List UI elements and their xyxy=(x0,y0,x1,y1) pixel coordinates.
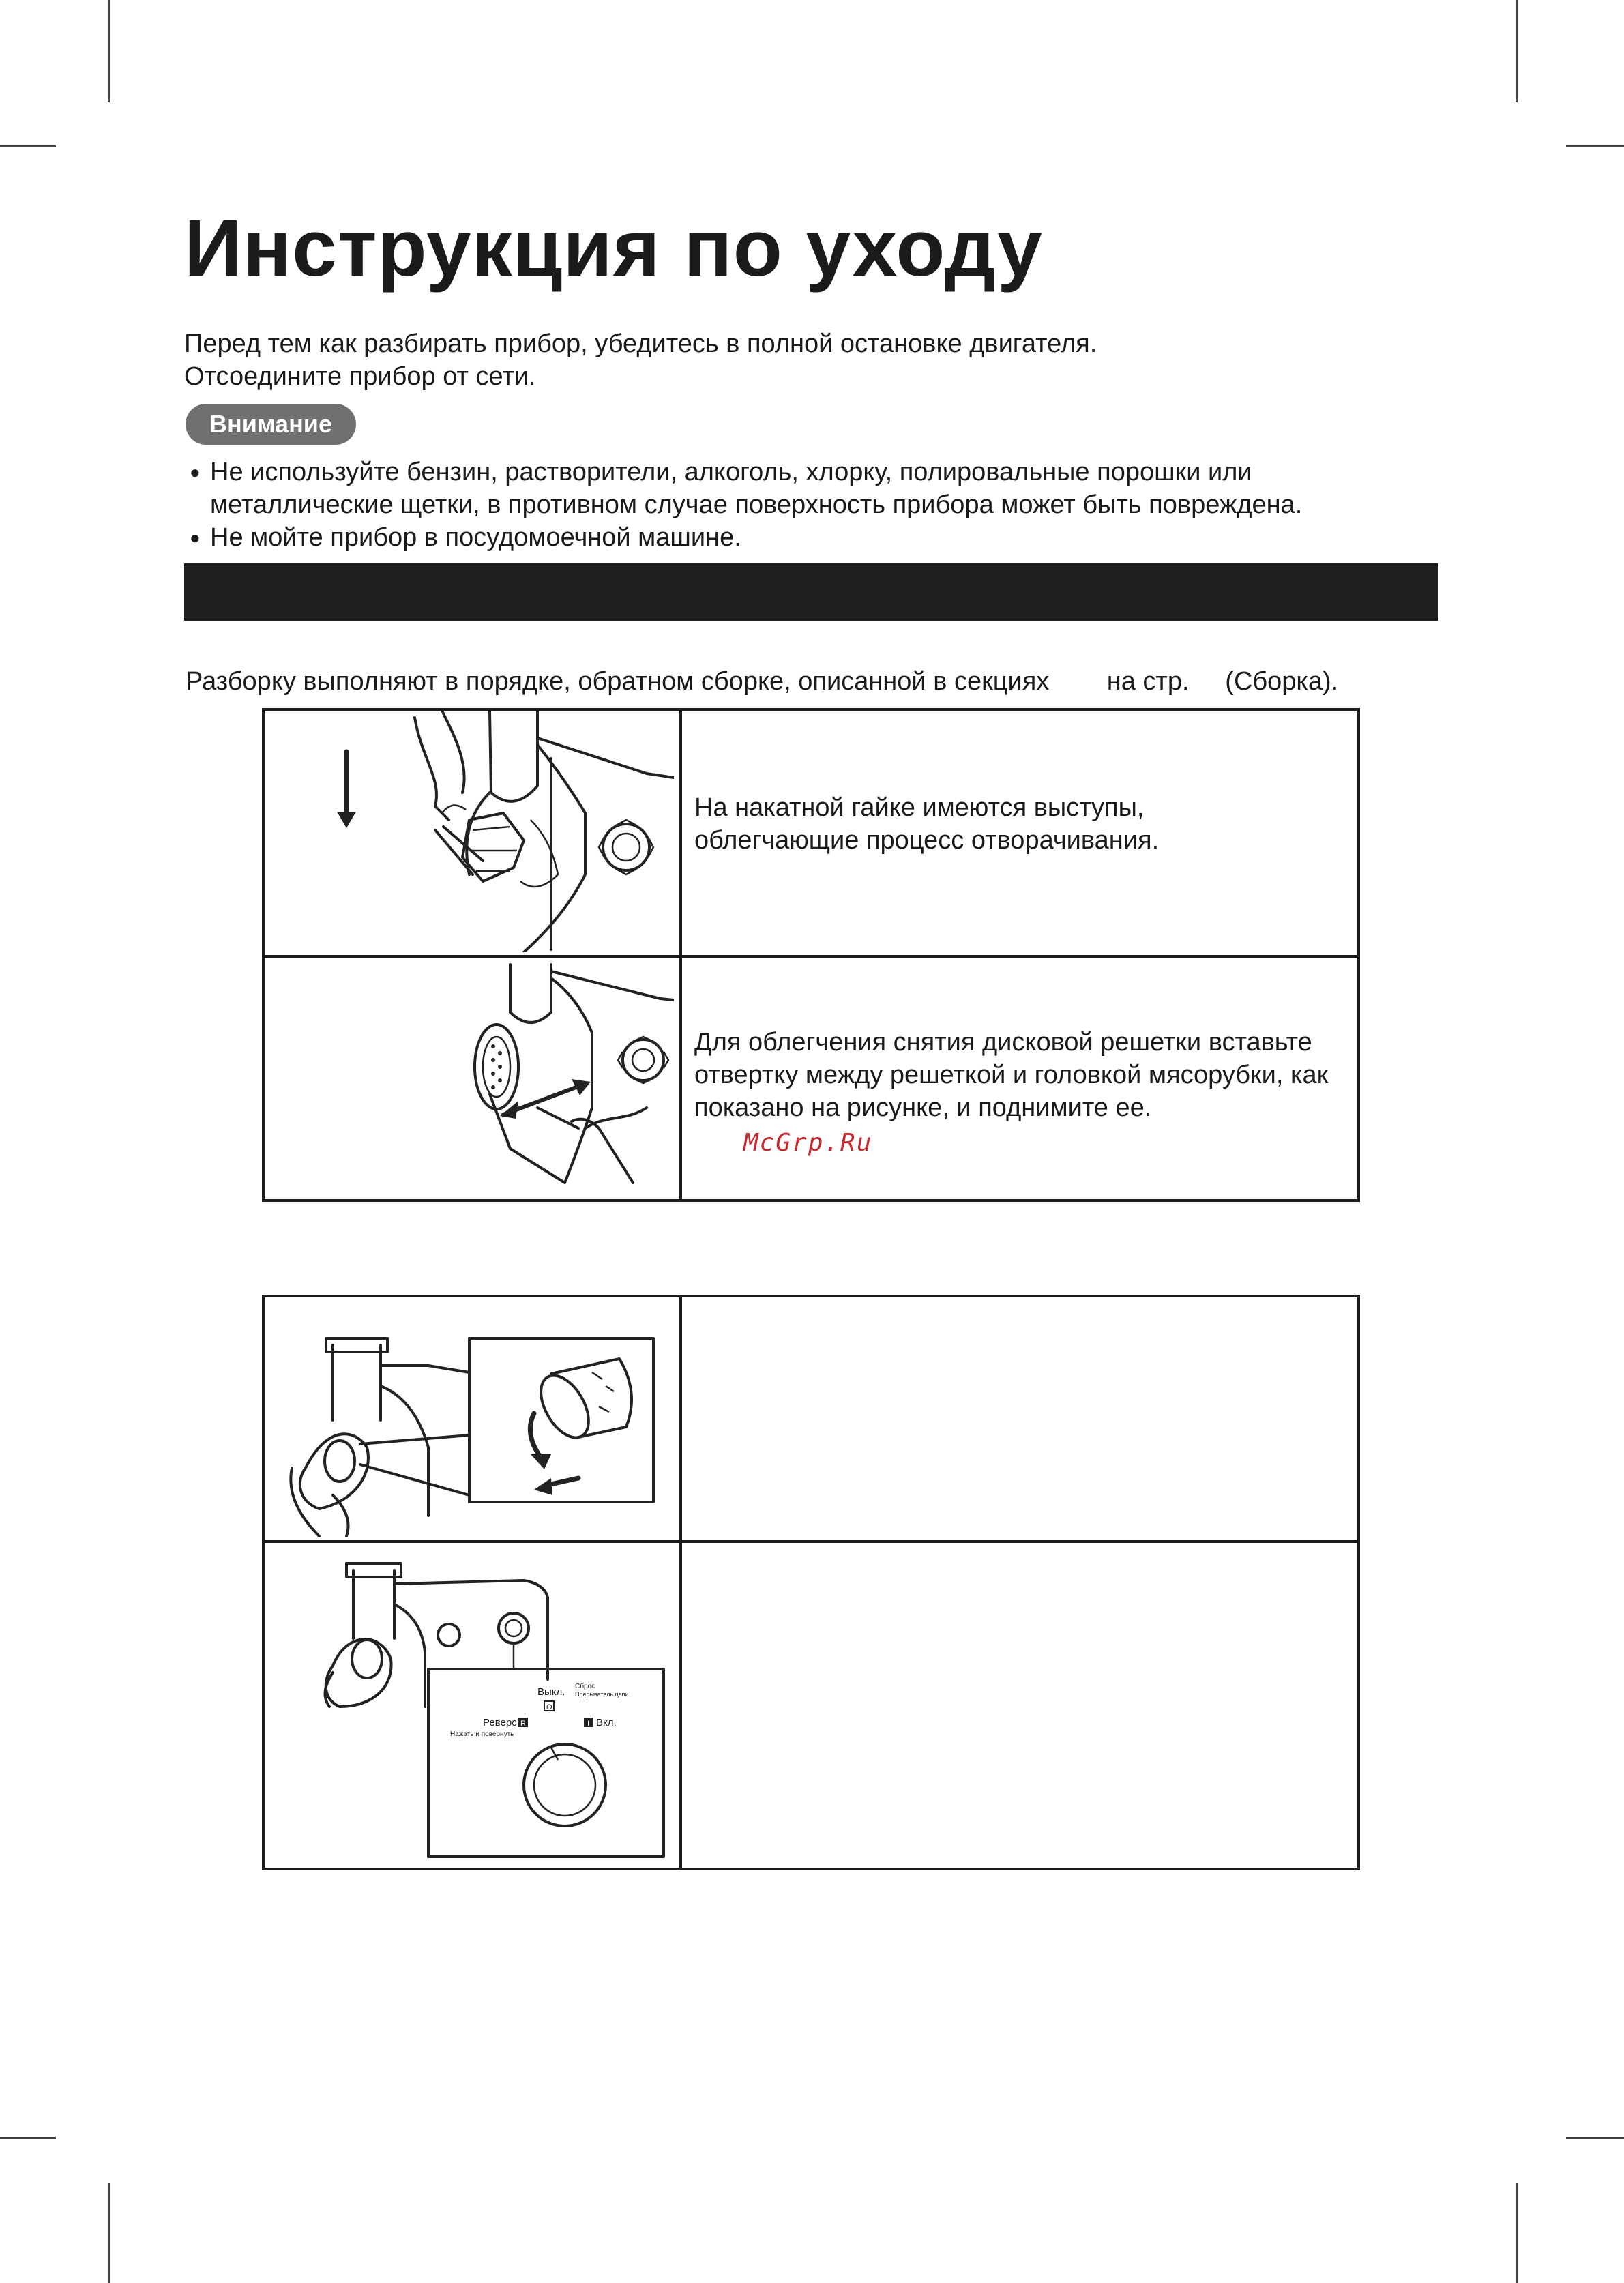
intro-line: Перед тем как разбирать прибор, убедитесь в полной остановке двигателя. xyxy=(184,329,1097,358)
switch-breaker-label: Прерыватель цепи xyxy=(575,1691,629,1698)
crop-mark xyxy=(1566,2137,1624,2139)
intro-text xyxy=(184,327,1097,393)
step-row xyxy=(263,1542,1359,1869)
grinder-plate-screwdriver-illustration xyxy=(265,958,674,1196)
crop-mark xyxy=(108,2183,110,2283)
slicer-steps-table xyxy=(262,1295,1360,1870)
step-line: На накатной гайке имеются выступы, xyxy=(694,793,1145,822)
warning-line: металлические щетки, в противном случае поверхность прибора может быть повреждена. xyxy=(210,490,1303,519)
section-header-bar xyxy=(184,563,1438,621)
switch-reverse-badge: R xyxy=(520,1720,526,1728)
crop-mark xyxy=(0,2137,56,2139)
step-row xyxy=(263,709,1359,956)
intro-line: Отсоедините прибор от сети. xyxy=(184,362,536,391)
step-line: Для облегчения снятия дисковой решетки вставьте xyxy=(694,1028,1312,1057)
slicer-cone-removal-illustration xyxy=(265,1297,674,1537)
control-switch-illustration xyxy=(265,1543,674,1865)
warning-item xyxy=(190,456,1302,521)
step-row xyxy=(263,1296,1359,1542)
warning-line: ● Не используйте бензин, растворители, алкоголь, хлорку, полировальные порошки или xyxy=(210,458,1252,486)
page-title: Инструкция по уходу xyxy=(184,203,1043,293)
switch-reset-label: Сброс xyxy=(575,1683,595,1690)
switch-reverse-hint: Нажать и повернуть xyxy=(450,1730,514,1738)
crop-mark xyxy=(1516,0,1518,102)
switch-on-badge: I xyxy=(587,1720,590,1728)
switch-off-label: Выкл. xyxy=(537,1686,565,1698)
step-image-cell xyxy=(263,1542,681,1869)
switch-on-label: Вкл. xyxy=(596,1717,617,1728)
meat-grinder-nut-illustration xyxy=(265,711,674,952)
warning-badge: Внимание xyxy=(186,404,356,445)
step-line: облегчающие процесс отворачивания. xyxy=(694,826,1160,855)
step-row xyxy=(263,956,1359,1201)
step-text-cell xyxy=(681,956,1359,1201)
step-text-cell xyxy=(681,1542,1359,1869)
warning-item: ● Не мойте прибор в посудомоечной машине. xyxy=(190,521,1302,554)
crop-mark xyxy=(108,0,110,102)
step-text-cell xyxy=(681,1296,1359,1542)
warning-list xyxy=(190,456,1302,554)
switch-off-badge: O xyxy=(546,1703,552,1711)
step-line: отвертку между решеткой и головкой мясорубки, как xyxy=(694,1061,1329,1089)
disassembly-steps-table xyxy=(262,708,1360,1202)
step-text-cell xyxy=(681,709,1359,956)
step-image-cell xyxy=(263,709,681,956)
step-line: показано на рисунке, и поднимите ее. xyxy=(694,1093,1152,1122)
crop-mark xyxy=(1516,2183,1518,2283)
step-image-cell xyxy=(263,956,681,1201)
switch-reverse-label: Реверс xyxy=(483,1717,517,1728)
step-image-cell xyxy=(263,1296,681,1542)
crop-mark xyxy=(1566,145,1624,147)
watermark: McGrp.Ru xyxy=(743,1129,873,1157)
disassembly-note: Разборку выполняют в порядке, обратном сборке, описанной в секциях на стр. (Сборка). xyxy=(186,667,1339,696)
crop-mark xyxy=(0,145,56,147)
